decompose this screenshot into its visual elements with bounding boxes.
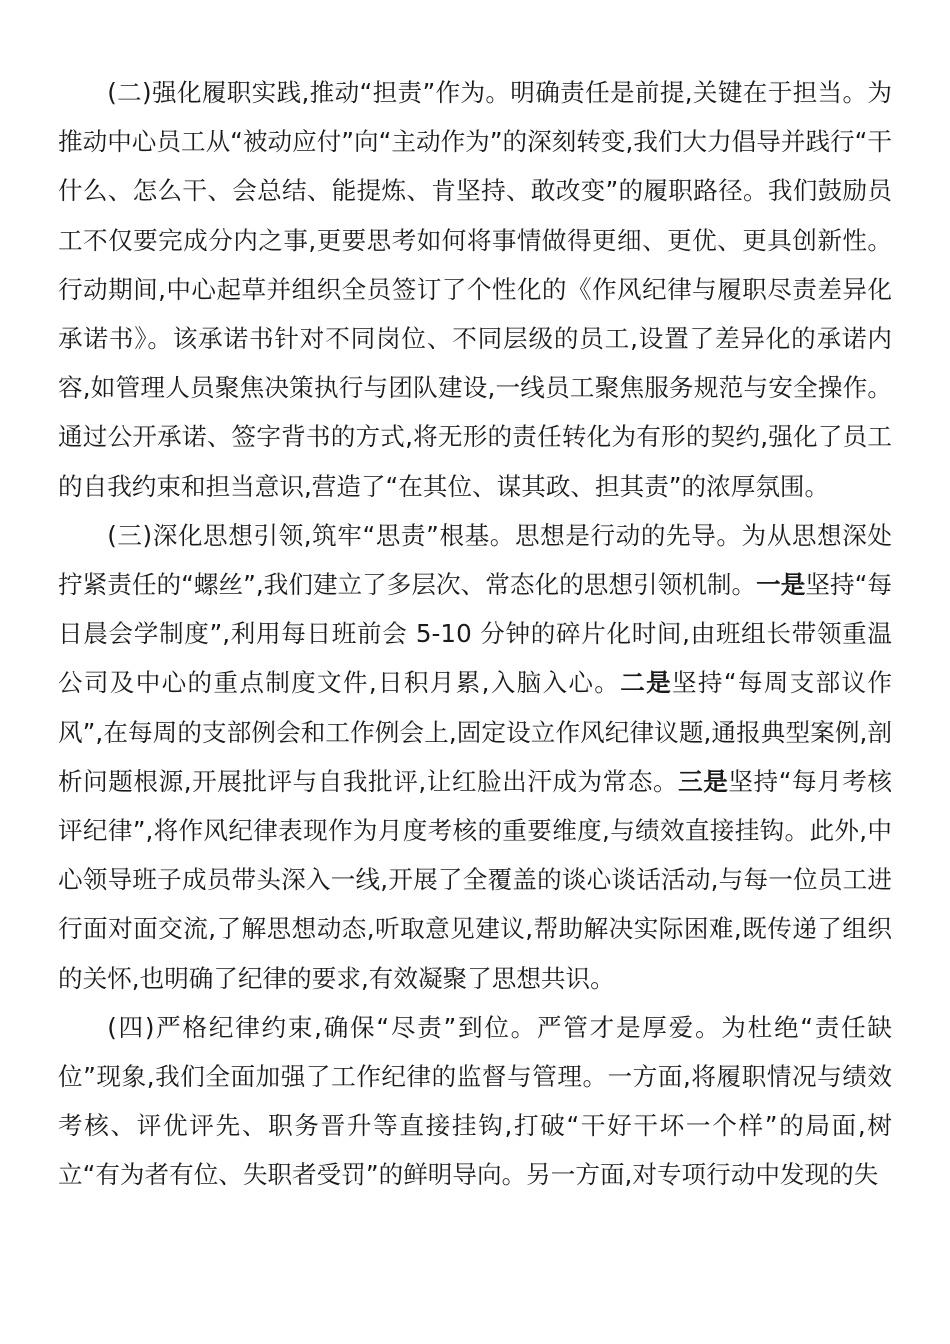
paragraph-text: (二)强化履职实践,推动“担责”作为。明确责任是前提,关键在于担当。为推动中心员工从“被动应付”向“主动作为”的深刻转变,我们大力倡导并践行“干什么、怎么干、会总结、能提炼、肯坚持、敢改变”的履职路径。我们鼓励员工不仅要完成分内之事,更要思考如何将事情做得更细、更优、更具创新性。行动期间,中心起草并组织全员签订了个性化的《作风纪律与履职尽责差异化承诺书》。该承诺书针对不同岗位、不同层级的员工,设置了差异化的承诺内容,如管理人员聚焦决策执行与团队建设,一线员工聚焦服务规范与安全操作。通过公开承诺、签字背书的方式,将无形的责任转化为有形的契约,强化了员工的自我约束和担当意识,营造了“在其位、谋其政、担其责”的浓厚氛围。 [58,78,892,501]
paragraph-intro: (三)深化思想引领,筑牢“思责”根基。思想是行动的先导。为从思想深处拧紧责任的“螺丝”,我们建立了多层次、常态化的思想引领机制。 [58,520,892,600]
paragraph-item-second: 坚持“每周支部议作风”,在每周的支部例会和工作例会上,固定设立作风纪律议题,通报典型案例,剖析问题根源,开展批评与自我批评,让红脸出汗成为常态。 [58,668,892,796]
bold-label-first: 一是 [756,570,806,600]
paragraph-deepen-ideological-guidance [58,511,892,1003]
bold-label-third: 三是 [678,766,729,796]
paragraph-text: (四)严格纪律约束,确保“尽责”到位。严管才是厚爱。为杜绝“责任缺位”现象,我们全面加强了工作纪律的监督与管理。一方面,将履职情况与绩效考核、评优评先、职务晋升等直接挂钩,打破“干好干坏一个样”的局面,树立“有为者有位、失职者受罚”的鲜明导向。另一方面,对专项行动中发现的失 [58,1012,892,1190]
paragraph-strengthen-duty-practice [58,68,892,511]
bold-label-second: 二是 [620,668,673,698]
paragraph-strict-discipline [58,1003,892,1200]
paragraph-item-first: 坚持“每日晨会学制度”,利用每日班前会 5-10 分钟的碎片化时间,由班组长带领重温公司及中心的重点制度文件,日积月累,入脑入心。 [58,570,892,698]
document-page [58,68,892,1200]
paragraph-item-third: 坚持“每月考核评纪律”,将作风纪律表现作为月度考核的重要维度,与绩效直接挂钩。此外,中心领导班子成员带头深入一线,开展了全覆盖的谈心谈话活动,与每一位员工进行面对面交流,了解思想动态,听取意见建议,帮助解决实际困难,既传递了组织的关怀,也明确了纪律的要求,有效凝聚了思想共识。 [58,766,892,993]
